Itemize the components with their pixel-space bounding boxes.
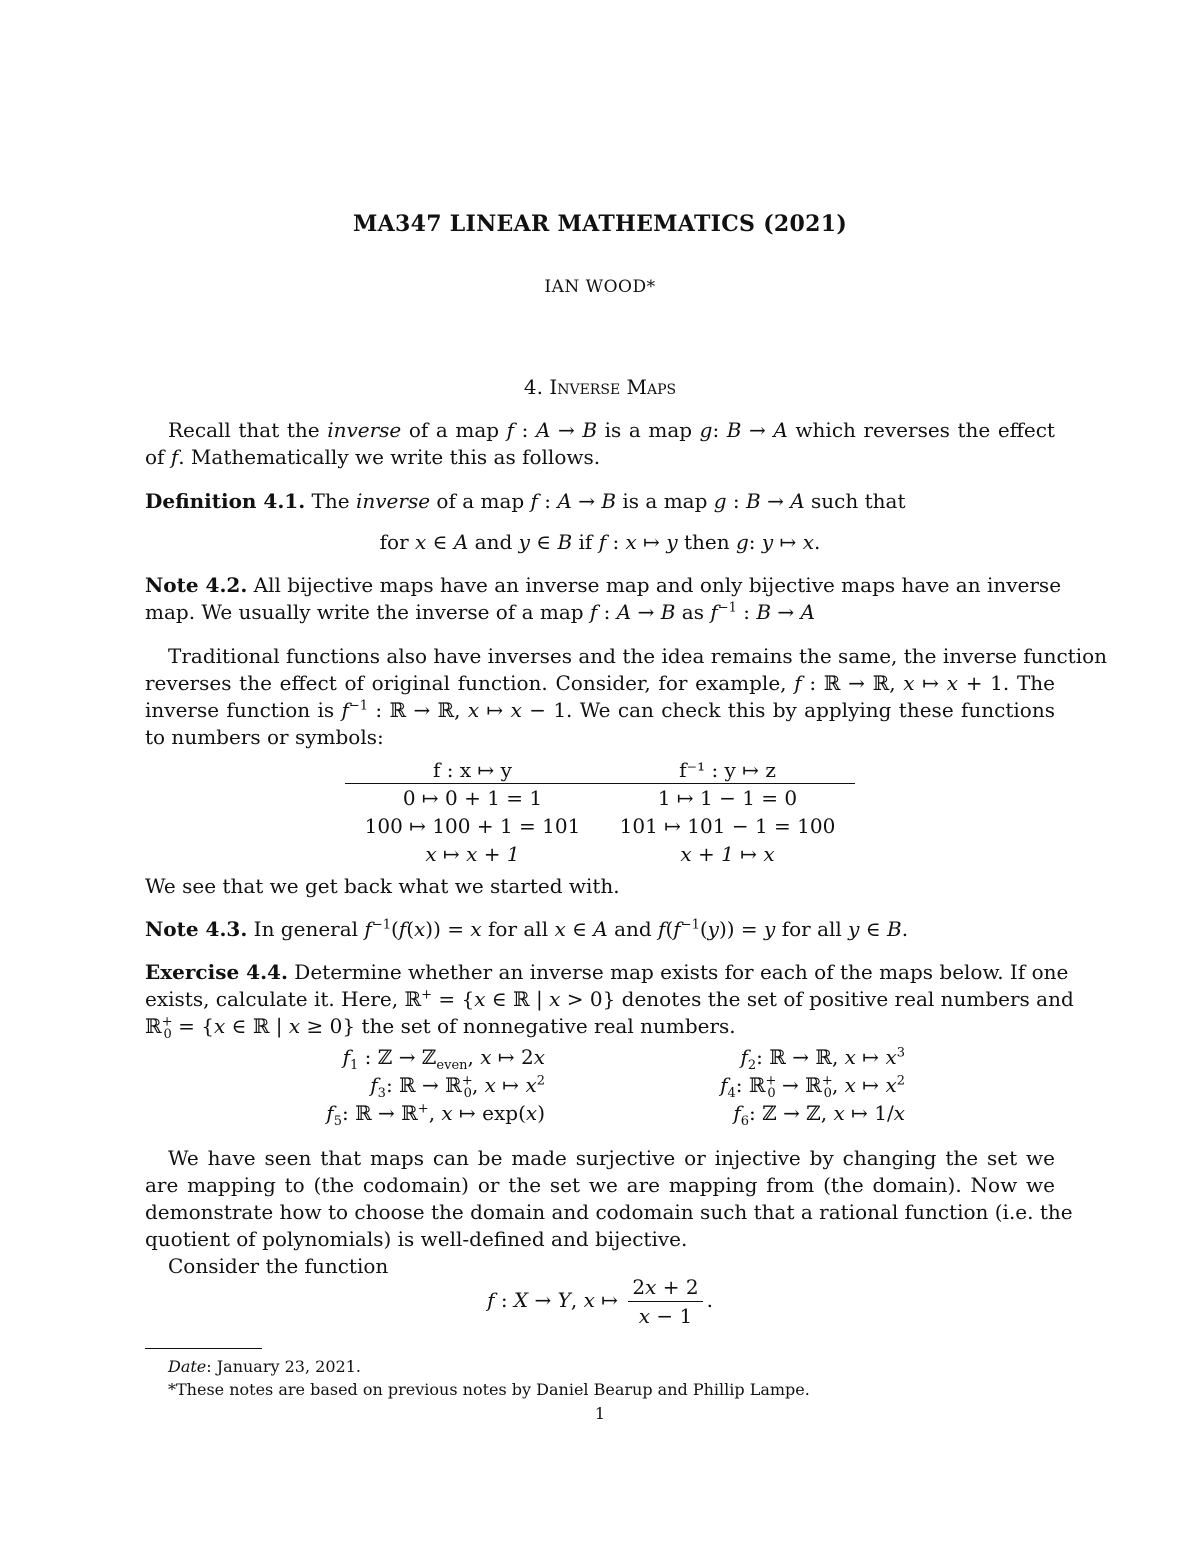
section-title: Inverse Maps [549, 375, 677, 399]
exercise-maps [0, 1045, 1200, 1129]
note-4-2: Note 4.2. All bijective maps have an inverse map and only bijective maps have an inverse map. We usually write the inverse of a map f : A → B as $f^{-1}$ : B → A [145, 573, 1062, 624]
map-f5: $f_5$: ℝ → ℝ+, x ↦ exp(x) [326, 1101, 545, 1129]
table-cell: x ↦ x + 1 [425, 842, 520, 866]
section-heading [0, 375, 1200, 399]
table-header: f⁻¹ : y ↦ z [600, 757, 855, 784]
fraction: $\frac{2x + 2}{x - 1}$ [628, 1275, 702, 1328]
map-f2: $f_2$: ℝ → ℝ, x ↦ $x^3$ [740, 1045, 905, 1073]
date-label: Date [168, 1357, 207, 1376]
table-cell: 1 ↦ 1 − 1 = 0 [657, 786, 798, 810]
definition-formula: for x ∈ A and y ∈ B if f : x ↦ y then g: y ↦ x. [379, 530, 821, 554]
map-f4: $f_4$: ℝ+$_0$ → ℝ+$_0$, x ↦ $x^2$ [720, 1073, 905, 1101]
page-number: 1 [594, 1404, 606, 1423]
table-row [345, 784, 855, 813]
table-row [345, 812, 855, 840]
table-header: f : x ↦ y [345, 757, 600, 784]
domain-paragraph: We have seen that maps can be made surjective or injective by changing the set we are mapping to (the codomain) or the set we are mapping from (the domain). Now we demonstrate how to choose the domain and codomain such that a rational function (i.e. the quotient of polynomials) is well-defined and bijective. Consider the function [145, 1146, 1073, 1278]
result-sentence: We see that we get back what we started with. [145, 874, 620, 898]
section-number: 4. [523, 375, 543, 399]
map-f3: $f_3$: ℝ → ℝ+$_0$, x ↦ $x^2$ [370, 1073, 545, 1101]
intro-paragraph: Recall that the inverse of a map f : A → B is a map g: B → A which reverses the effect of f. Mathematically we write this as follows. [145, 418, 1055, 469]
table-cell: 101 ↦ 101 − 1 = 100 [619, 814, 836, 838]
date-value: : January 23, 2021. [206, 1357, 361, 1376]
table-row [345, 840, 855, 868]
footnote-rule [145, 1348, 262, 1349]
inverse-example-table [345, 757, 855, 868]
table-cell: 0 ↦ 0 + 1 = 1 [402, 786, 543, 810]
table-cell: x + 1 ↦ x [680, 842, 775, 866]
table-cell: 100 ↦ 100 + 1 = 101 [364, 814, 581, 838]
page-title: MA347 LINEAR MATHEMATICS (2021) [352, 211, 848, 237]
exercise-4-4: Exercise 4.4. Determine whether an inverse map exists for each of the maps below. If one exists, calculate it. Here, ℝ+ = {x ∈ ℝ | x > 0} denotes the set of positive real numbers and ℝ+$_0$ = {x ∈ ℝ | x ≥ 0} the set of nonnegative real numbers. [145, 960, 1074, 1042]
table-header-row [345, 757, 855, 784]
definition-4-1: Definition 4.1. The inverse of a map f : A → B is a map g : B → A such that [145, 489, 906, 513]
map-f6: $f_6$: ℤ → ℤ, x ↦ 1/x [733, 1101, 905, 1129]
note-4-3: Note 4.3. In general $f^{-1}(f(x)) = x$ for all x ∈ A and $f(f^{-1}(y)) = y$ for all y ∈ B. [145, 917, 909, 941]
author: IAN WOOD* [544, 277, 656, 297]
footnote-credit: *These notes are based on previous notes by Daniel Bearup and Phillip Lampe. [168, 1380, 810, 1399]
rational-function-formula: f : X → Y, x ↦ $\frac{2x + 2}{x - 1}$ . [487, 1275, 713, 1328]
functions-paragraph: Traditional functions also have inverses and the idea remains the same, the inverse function reverses the effect of original function. Consider, for example, f : ℝ → ℝ, x ↦ x + 1. The inverse function is $f^{-1}$ : ℝ → ℝ, x ↦ x − 1. We can check this by applying these functions to numbers or symbols: [145, 644, 1108, 749]
footnote-date [168, 1357, 361, 1376]
map-f1: $f_1$ : ℤ → ℤ$_{even}$, x ↦ 2x [342, 1045, 545, 1073]
